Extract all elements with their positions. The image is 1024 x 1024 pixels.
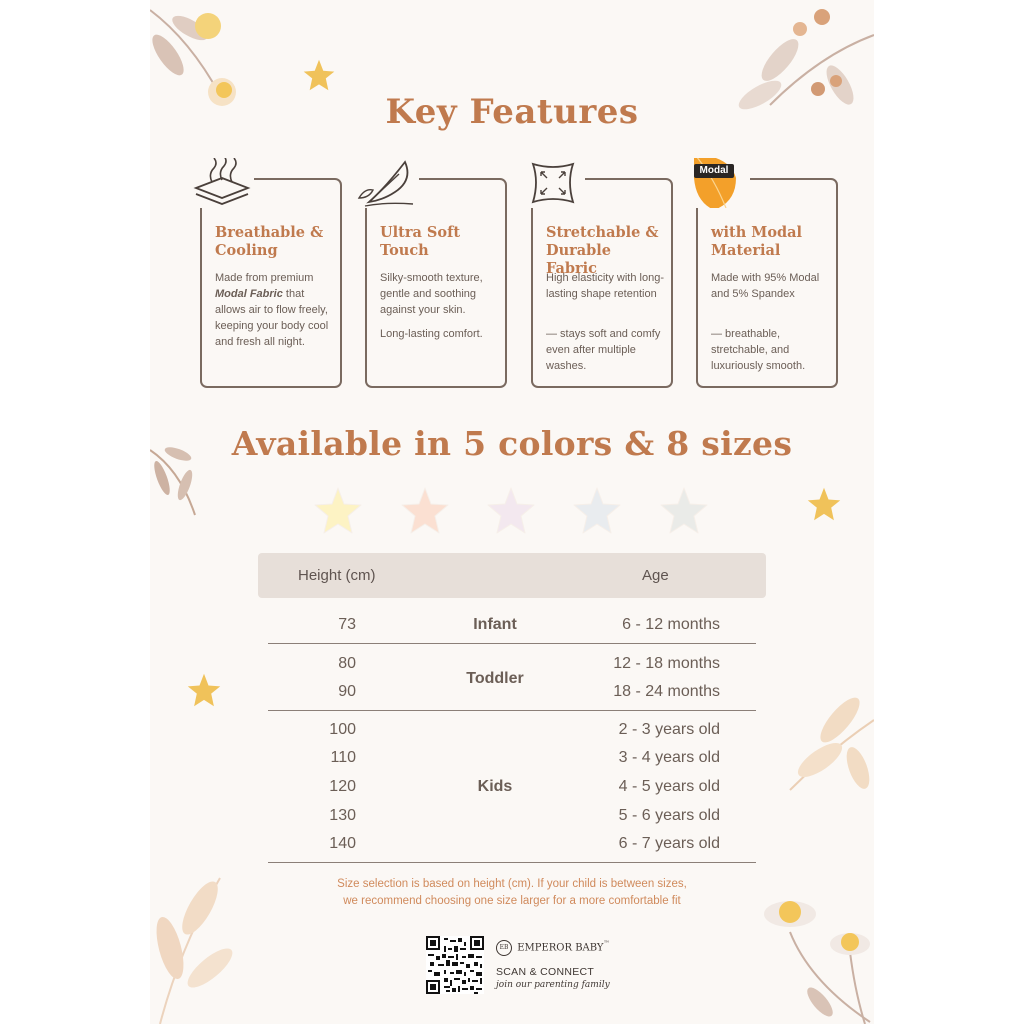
- size-age: 6 - 7 years old: [618, 835, 720, 852]
- feature-description: High elasticity with long-lasting shape retention: [546, 272, 664, 300]
- feature-description: Made from premium Modal Fabric that allows air to flow freely, keeping your body cool and fresh all night.: [215, 272, 329, 348]
- size-category: Toddler: [466, 670, 524, 687]
- feature-title: Ultra Soft Touch: [380, 224, 461, 259]
- feature-description: — breathable, stretchable, and luxuriously smooth.: [711, 328, 806, 372]
- size-height: 140: [329, 835, 356, 852]
- size-note: Size selection is based on height (cm). If your child is between sizes, we recommend choosing one size larger for a more comfortable fit: [337, 878, 687, 907]
- scan-connect-label: SCAN & CONNECT: [496, 966, 595, 978]
- feature-description: Long-lasting comfort.: [380, 328, 483, 340]
- qr-code[interactable]: [426, 936, 484, 994]
- modal-badge-text: Modal: [699, 165, 729, 176]
- color-swatches: [150, 486, 874, 536]
- breathable-layers-icon: [190, 158, 254, 208]
- leaf-branch-right: [780, 690, 874, 810]
- size-age: 18 - 24 months: [613, 683, 720, 700]
- brand-logo-icon: EB: [496, 940, 512, 956]
- star-decoration: [302, 58, 336, 92]
- size-category: Infant: [473, 616, 517, 633]
- poster: [150, 0, 874, 1024]
- table-divider: [268, 710, 756, 711]
- size-age: 6 - 12 months: [622, 616, 720, 633]
- height-column-header: Height (cm): [298, 567, 376, 584]
- size-age: 12 - 18 months: [613, 655, 720, 672]
- size-age: 2 - 3 years old: [618, 721, 720, 738]
- daisy-bottom-right: [750, 892, 874, 1024]
- availability-heading: Available in 5 colors & 8 sizes: [231, 424, 793, 463]
- star-decoration: [186, 672, 222, 708]
- age-column-header: Age: [642, 567, 669, 584]
- feature-card-breathable: [200, 178, 342, 388]
- feature-description: — stays soft and comfy even after multiple washes.: [546, 328, 661, 372]
- brand-tagline: join our parenting family: [496, 980, 610, 990]
- feature-description: Made with 95% Modal and 5% Spandex: [711, 272, 820, 300]
- feather-icon: [355, 158, 419, 208]
- key-features-heading: Key Features: [385, 92, 639, 132]
- modal-leaf-icon: [686, 158, 750, 208]
- color-swatch-star: [315, 488, 361, 533]
- table-divider: [268, 862, 756, 863]
- color-swatch-star: [488, 488, 534, 533]
- feature-description: Silky-smooth texture, gentle and soothing against your skin.: [380, 272, 483, 316]
- size-age: 3 - 4 years old: [618, 749, 720, 766]
- stretch-fabric-icon: [521, 158, 585, 208]
- size-height: 90: [338, 683, 356, 700]
- feature-card-modal: [696, 165, 838, 388]
- feature-title: Breathable & Cooling: [215, 224, 324, 259]
- feature-title: Stretchable & Durable Fabric: [546, 224, 659, 277]
- size-height: 73: [338, 616, 356, 633]
- feature-card-ultra-soft: [365, 178, 507, 388]
- size-age: 4 - 5 years old: [618, 778, 720, 795]
- feature-card-stretchable: [531, 178, 673, 388]
- color-swatch-star: [661, 488, 707, 533]
- feature-title: with Modal Material: [711, 224, 803, 259]
- size-category: Kids: [477, 778, 513, 795]
- size-height: 100: [329, 721, 356, 738]
- size-height: 130: [329, 807, 356, 824]
- size-height: 80: [338, 655, 356, 672]
- size-height: 120: [329, 778, 356, 795]
- size-height: 110: [330, 749, 356, 766]
- size-table-header: [258, 553, 766, 598]
- table-divider: [268, 643, 756, 644]
- color-swatch-star: [574, 488, 620, 533]
- brand-name: EB EMPEROR BABY™: [496, 940, 610, 956]
- color-swatch-star: [402, 488, 448, 533]
- size-age: 5 - 6 years old: [618, 807, 720, 824]
